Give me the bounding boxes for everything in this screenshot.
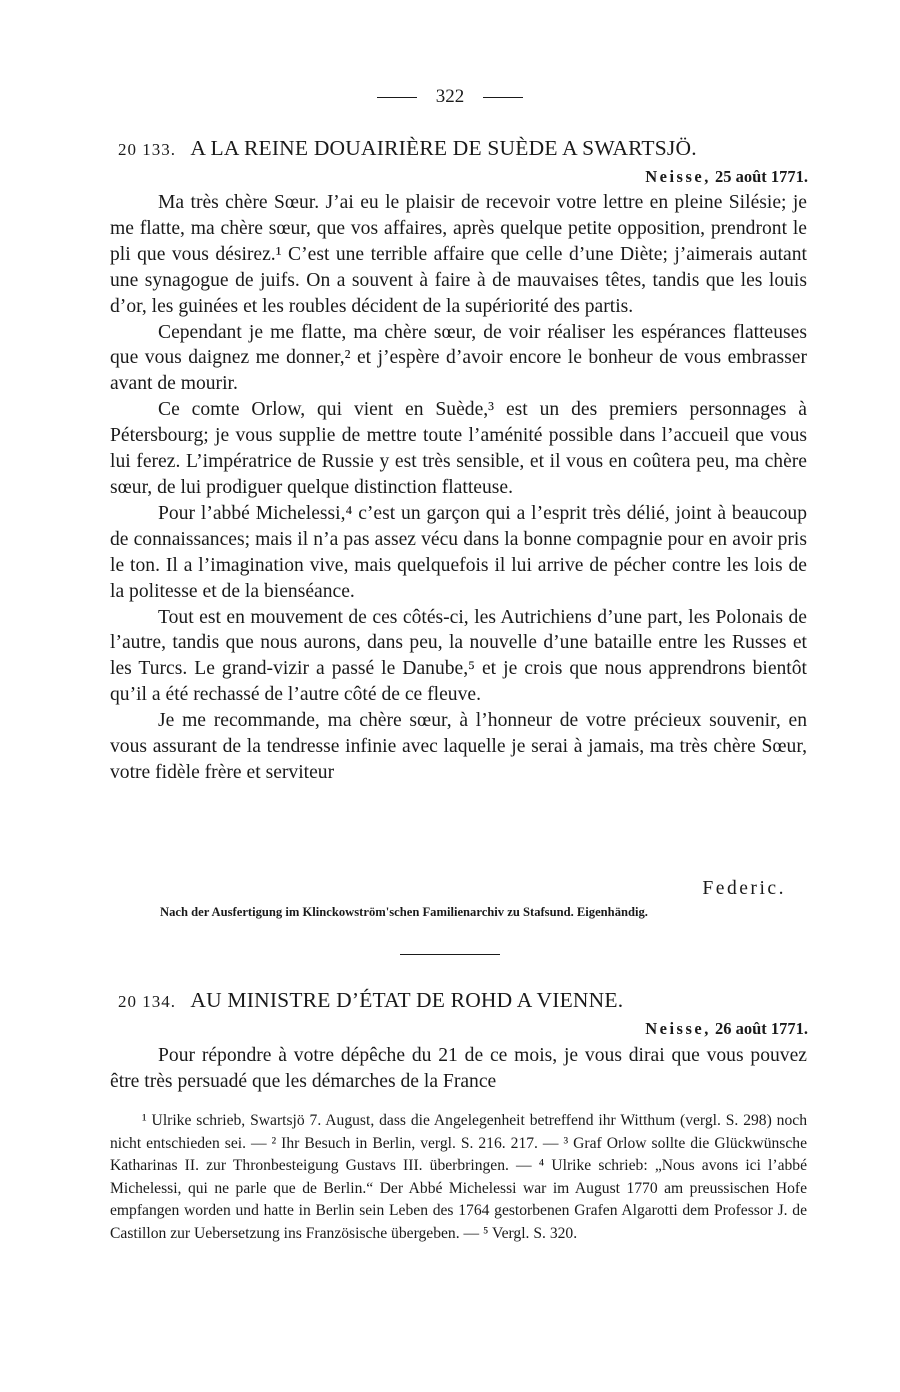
section-divider	[400, 954, 500, 955]
paragraph: Je me recommande, ma chère sœur, à l’honneur de votre précieux souvenir, en vous assurant de la tendresse infinie avec laquelle je serai à jamais, ma très chère Sœur, votre fidèle frère et serviteur	[110, 710, 807, 783]
dateline-20133	[645, 167, 808, 187]
signature: Federic.	[702, 878, 786, 899]
dateline-date: 26 août 1771.	[714, 1019, 808, 1038]
paragraph: Ce comte Orlow, qui vient en Suède,³ est un des premiers personnages à Pétersbourg; je vous supplie de mettre toute l’aménité possible dans l’accueil que vous lui ferez. L’impératrice de Russie y est très sensible, et il vous en coûtera peu, ma chère sœur, de lui prodiguer quelque distinction flatteuse.	[110, 399, 807, 498]
paragraph: Pour répondre à votre dépêche du 21 de ce mois, je vous dirai que vous pouvez être très persuadé que les démarches de la France	[110, 1045, 807, 1092]
paragraph: Ma très chère Sœur. J’ai eu le plaisir de recevoir votre lettre en pleine Silésie; je me flatte, ma chère sœur, que vos affaires, après quelque petite opposition, prendront le pli que vous désirez.¹ C’est une terrible affaire que celle d’une Diète; j’aimerais autant une synagogue de juifs. On a souvent à faire à de mauvaises têtes, tandis que les louis d’or, les guinées et les roubles décident de la supériorité des partis.	[110, 192, 807, 317]
header-rule-right	[483, 97, 523, 98]
paragraph: Tout est en mouvement de ces côtés-ci, les Autrichiens d’une part, les Polonais de l’autre, tandis que nous aurons, dans peu, la nouvelle d’une bataille entre les Russes et les Turcs. Le grand-vizir a passé le Danube,⁵ et je crois que nous apprendrons bientôt qu’il a été rechassé de l’autre côté de ce fleuve.	[110, 606, 807, 706]
dateline-place: Neisse,	[645, 167, 711, 186]
page-number: 322	[435, 86, 465, 107]
letter-number: 20 133.	[118, 140, 176, 159]
letter-body-20133	[110, 190, 807, 786]
dateline-20134	[645, 1019, 808, 1039]
header-rule-left	[377, 97, 417, 98]
footnotes	[110, 1110, 807, 1246]
footnote-text: ¹ Ulrike schrieb, Swartsjö 7. August, dass die Angelegenheit betreffend ihr Witthum (vergl. S. 298) noch nicht entschieden sei. — ² Ihr Besuch in Berlin, vergl. S. 216. 217. — ³ Graf Orlow sollte die Glückwünsche Katharinas II. zur Thronbesteigung Gustavs III. überbringen. — ⁴ Ulrike schrieb: „Nous avons ici l’abbé Michelessi, qui ne parle que de Berlin.“ Der Abbé Michelessi war im August 1770 am preussischen Hofe empfangen worden und hatte in Berlin sein Leben des 1764 gestorbenen Grafen Algarotti dem Professor J. de Castillon zur Uebersetzung ins Französische übergeben. — ⁵ Vergl. S. 320.	[110, 1112, 807, 1242]
letter-number: 20 134.	[118, 992, 176, 1011]
paragraph: Pour l’abbé Michelessi,⁴ c’est un garçon qui a l’esprit très délié, joint à beaucoup de connaissances; mais il n’a pas assez vécu dans la bonne compagnie pour en avoir pris le ton. Il a l’imagination vive, mais quelquefois il lui arrive de pécher contre les lois de la politesse et de la bienséance.	[110, 502, 807, 602]
letter-title-20134	[118, 988, 808, 1013]
letter-heading: AU MINISTRE D’ÉTAT DE ROHD A VIENNE.	[190, 988, 624, 1012]
page-header	[0, 86, 900, 108]
letter-heading: A LA REINE DOUAIRIÈRE DE SUÈDE A SWARTSJÖ.	[190, 136, 697, 160]
dateline-place: Neisse,	[645, 1019, 711, 1038]
dateline-date: 25 août 1771.	[714, 167, 808, 186]
paragraph: Cependant je me flatte, ma chère sœur, de voir réaliser les espérances flatteuses que vous daignez me donner,² et j’espère d’avoir encore le bonheur de vous embrasser avant de mourir.	[110, 321, 807, 395]
letter-title-20133	[118, 136, 808, 161]
letter-body-20134	[110, 1043, 807, 1095]
source-note: Nach der Ausfertigung im Klinckowström'schen Familienarchiv zu Stafsund. Eigenhändig.	[160, 905, 648, 919]
